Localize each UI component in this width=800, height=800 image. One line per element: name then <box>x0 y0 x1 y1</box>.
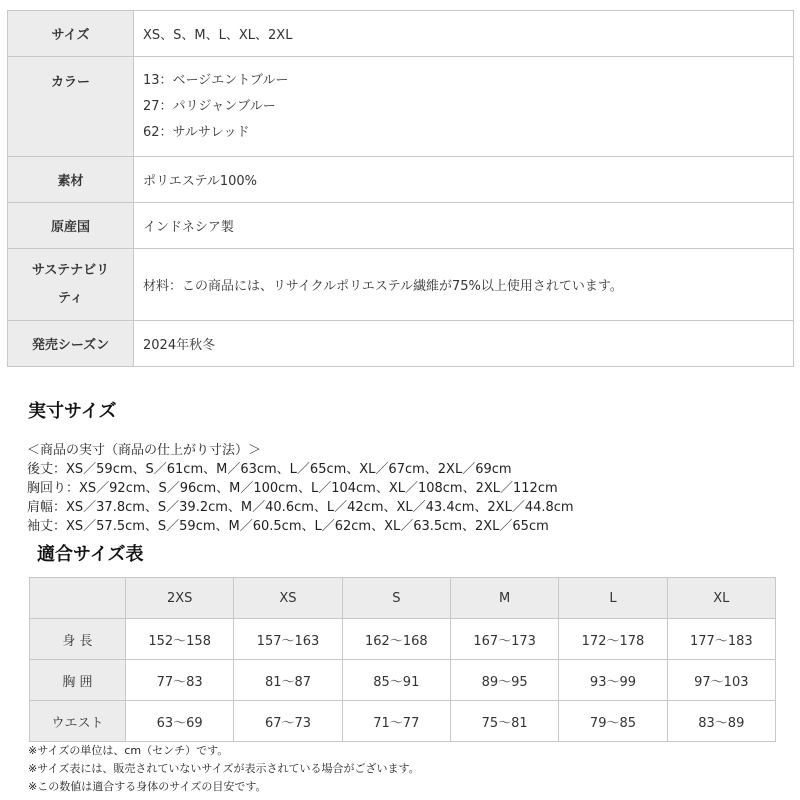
note-line: ※この数値は適合する身体のサイズの目安です。 <box>28 780 267 793</box>
fit-size-row-label: 身 長 <box>30 619 126 660</box>
fit-size-column-header: 2XS <box>126 578 234 619</box>
measure-line-chest: 胸回り：XS／92cm、S／96cm、M／100cm、L／104cm、XL／108cm、2XL／112cm <box>27 481 558 496</box>
fit-size-cell: 93〜99 <box>559 660 667 701</box>
note-line: ※サイズ表には、販売されていないサイズが表示されている場合がございます。 <box>28 762 420 775</box>
fit-size-cell: 157〜163 <box>234 619 342 660</box>
actual-size-title: 実寸サイズ <box>28 401 117 422</box>
fit-size-header-row <box>30 578 776 619</box>
fit-size-cell: 77〜83 <box>126 660 234 701</box>
fit-size-cell: 63〜69 <box>126 701 234 742</box>
spec-value-sustainability: 材料：この商品には、リサイクルポリエステル繊維が75%以上使用されています。 <box>134 249 794 321</box>
fit-size-cell: 67〜73 <box>234 701 342 742</box>
spec-value-origin: インドネシア製 <box>134 203 794 249</box>
spec-row-season <box>8 321 794 367</box>
color-option: 62：サルサレッド <box>143 124 250 140</box>
actual-size-list <box>27 441 574 536</box>
fit-size-title: 適合サイズ表 <box>37 544 144 565</box>
spec-value-material: ポリエステル100% <box>134 157 794 203</box>
fit-size-notes <box>28 742 420 796</box>
fit-size-column-header: XL <box>667 578 775 619</box>
fit-size-cell: 71〜77 <box>342 701 450 742</box>
fit-size-row-waist <box>30 701 776 742</box>
fit-size-column-header: L <box>559 578 667 619</box>
spec-value-size: XS、S、M、L、XL、2XL <box>134 11 794 57</box>
spec-row-size <box>8 11 794 57</box>
color-option: 13：ベージエントブルー <box>143 72 289 88</box>
fit-size-cell: 81〜87 <box>234 660 342 701</box>
fit-size-cell: 152〜158 <box>126 619 234 660</box>
fit-size-row-chest <box>30 660 776 701</box>
spec-table <box>7 10 794 367</box>
spec-row-origin <box>8 203 794 249</box>
fit-size-cell: 97〜103 <box>667 660 775 701</box>
fit-size-cell: 162〜168 <box>342 619 450 660</box>
fit-size-row-height <box>30 619 776 660</box>
fit-size-cell: 85〜91 <box>342 660 450 701</box>
fit-size-row-label: 胸 囲 <box>30 660 126 701</box>
fit-size-cell: 177〜183 <box>667 619 775 660</box>
spec-label-color: カラー <box>8 57 134 157</box>
fit-size-cell: 75〜81 <box>450 701 558 742</box>
spec-row-material <box>8 157 794 203</box>
note-line: ※サイズの単位は、cm（センチ）です。 <box>28 744 229 757</box>
fit-size-column-header: XS <box>234 578 342 619</box>
measure-line-shoulder: 肩幅：XS／37.8cm、S／39.2cm、M／40.6cm、L／42cm、XL／43.4cm、2XL／44.8cm <box>27 500 574 515</box>
fit-size-cell: 79〜85 <box>559 701 667 742</box>
spec-row-color <box>8 57 794 157</box>
measure-line-sleeve: 袖丈：XS／57.5cm、S／59cm、M／60.5cm、L／62cm、XL／63.5cm、2XL／65cm <box>27 519 549 534</box>
spec-label-size: サイズ <box>8 11 134 57</box>
color-option: 27：パリジャンブルー <box>143 98 276 114</box>
spec-value-color <box>134 57 794 157</box>
actual-size-caption: ＜商品の実寸（商品の仕上がり寸法）＞ <box>27 443 262 458</box>
measure-line-back-length: 後丈：XS／59cm、S／61cm、M／63cm、L／65cm、XL／67cm、2XL／69cm <box>27 462 512 477</box>
spec-label-origin: 原産国 <box>8 203 134 249</box>
spec-label-sustainability: サステナビリ ティ <box>8 249 134 321</box>
spec-label-material: 素材 <box>8 157 134 203</box>
fit-size-cell: 172〜178 <box>559 619 667 660</box>
spec-label-season: 発売シーズン <box>8 321 134 367</box>
fit-size-column-header: M <box>450 578 558 619</box>
spec-value-season: 2024年秋冬 <box>134 321 794 367</box>
fit-size-cell: 89〜95 <box>450 660 558 701</box>
fit-size-corner-cell <box>30 578 126 619</box>
fit-size-cell: 83〜89 <box>667 701 775 742</box>
fit-size-row-label: ウエスト <box>30 701 126 742</box>
fit-size-cell: 167〜173 <box>450 619 558 660</box>
fit-size-table <box>29 577 776 742</box>
spec-row-sustainability <box>8 249 794 321</box>
fit-size-column-header: S <box>342 578 450 619</box>
